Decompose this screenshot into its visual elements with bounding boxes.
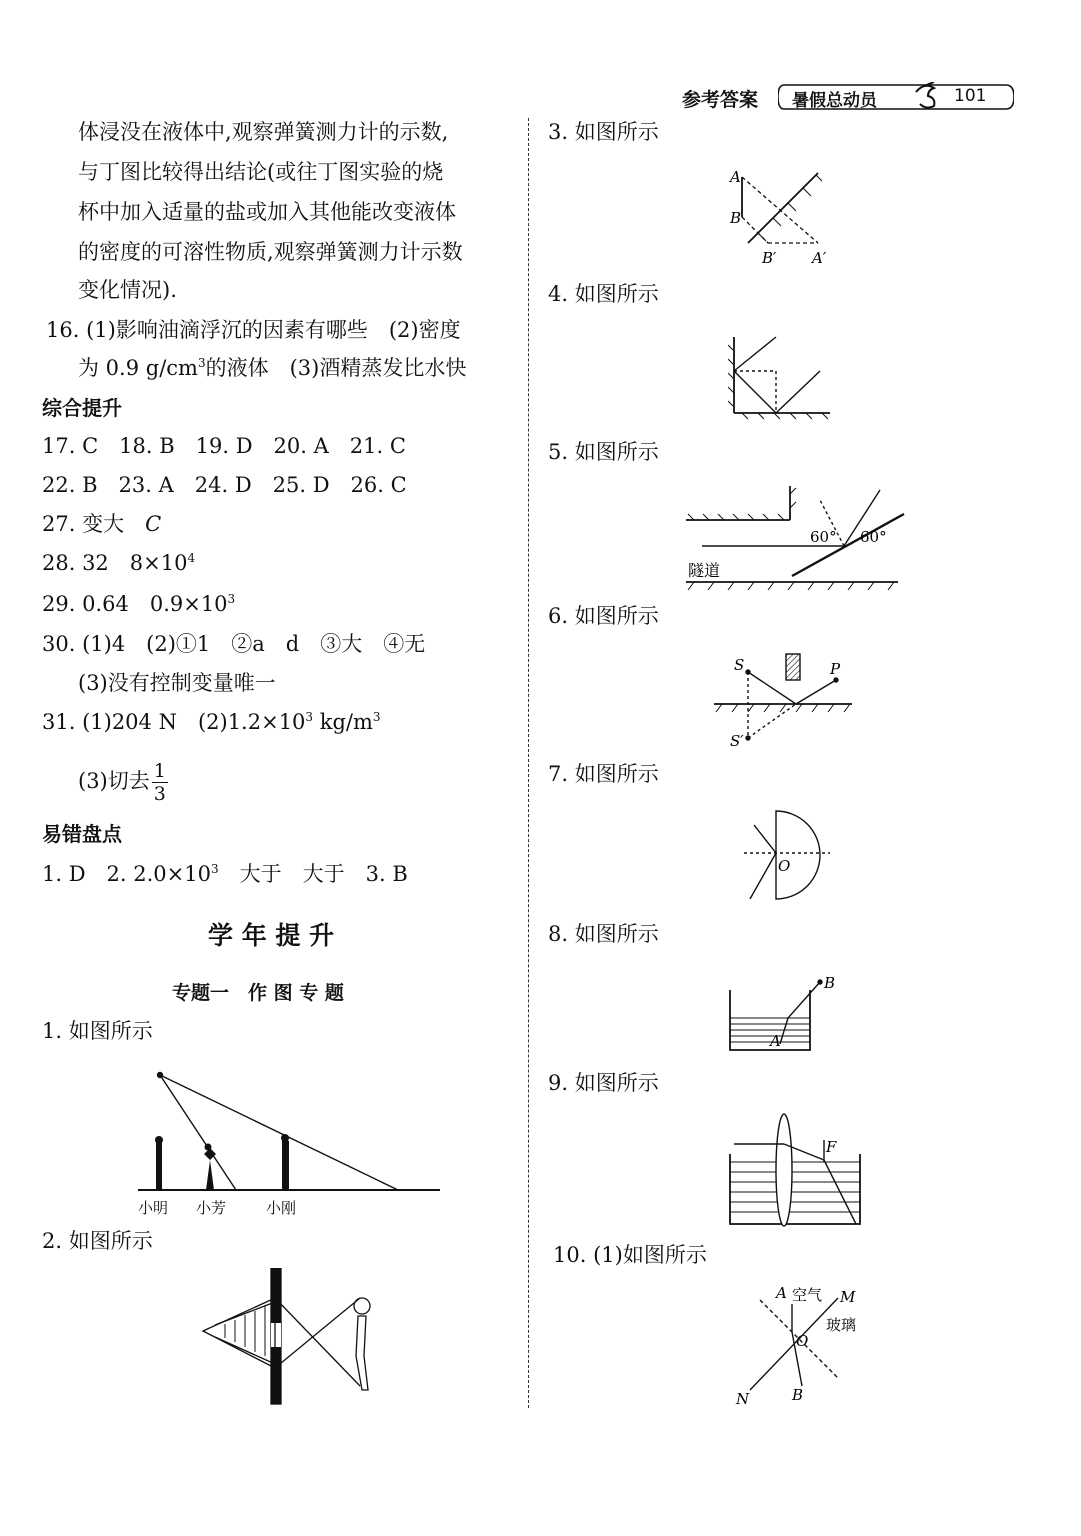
q16-pre: 为 0.9 g/cm [78,356,198,380]
err-pre: 1. D 2. 2.0×10 [42,862,211,886]
d6-letter-s: S [734,656,745,674]
d10-letter-b: B [792,1386,804,1404]
diagram-4-mirrors [728,335,838,425]
name-xiaofang: 小芳 [196,1199,227,1217]
answer-28 [42,544,195,582]
d5-angle-right: 60° [860,528,887,546]
name-xiaogang: 小刚 [266,1199,297,1217]
q28-pre: 28. 32 8×10 [42,551,188,575]
answer-30-line-1: 30. (1)4 (2)①1 ②a d ③大 ④无 [42,632,426,656]
err-post: 大于 大于 3. B [218,862,408,886]
continuation-line-3: 杯中加入适量的盐或加入其他能改变液体 [78,200,456,224]
continuation-line-4: 的密度的可溶性物质,观察弹簧测力计示数 [78,240,463,264]
d10-glass-label: 玻璃 [826,1316,857,1334]
d6-label: 6. 如图所示 [548,604,659,628]
answer-29 [42,585,235,623]
d9-focus-label: F [826,1138,837,1156]
d9-label: 9. 如图所示 [548,1071,659,1095]
q31-sup1: 3 [305,710,314,724]
d3-letter-b-prime: B′ [762,249,777,267]
q16-sup: 3 [197,356,206,370]
err-sup: 3 [210,862,219,876]
d2-label: 2. 如图所示 [42,1229,153,1253]
q16-line-1: 16. (1)影响油滴浮沉的因素有哪些 (2)密度 [46,318,461,342]
q31-fraction [152,760,168,805]
q28-sup: 4 [187,551,196,565]
answer-31-line-2 [78,760,168,805]
header-section: 参考答案 [682,89,759,111]
diagram-3-mirror [728,165,838,270]
d10-letter-o: O [796,1332,809,1350]
q27-text: 27. 变大 [42,512,146,536]
d8-label: 8. 如图所示 [548,922,659,946]
big-title: 学 年 提 升 [208,921,335,950]
d10-letter-n: N [736,1390,750,1408]
answers-22-26: 22. B 23. A 24. D 25. D 26. C [42,473,407,497]
d7-label: 7. 如图所示 [548,762,659,786]
answer-31-line-1 [42,703,381,741]
name-xiaoming: 小明 [138,1199,169,1217]
section-errors: 易错盘点 [42,822,122,846]
d10-air-label: 空气 [792,1286,823,1304]
continuation-line-5: 变化情况). [78,278,177,302]
d10-letter-m: M [840,1288,856,1306]
q27-italic: C [145,512,162,536]
page-number: 101 [954,86,987,106]
d8-letter-b: B [824,974,836,992]
fraction-denominator: 3 [153,783,166,805]
diagram-8-water [726,972,846,1057]
error-answers [42,855,408,893]
q29-pre: 29. 0.64 0.9×10 [42,592,228,616]
continuation-line-1: 体浸没在液体中,观察弹簧测力计的示数, [78,120,449,144]
d5-tunnel-label: 隧道 [688,561,721,580]
answers-17-21: 17. C 18. B 19. D 20. A 21. C [42,434,406,458]
d7-center-label: O [778,857,791,875]
page-header [682,82,1017,114]
diagram-5-tunnel [684,480,906,595]
d10-label: 10. (1)如图所示 [553,1243,707,1267]
d3-letter-a-prime: A′ [812,249,827,267]
sub-title: 专题一 作 图 专 题 [172,982,344,1004]
d6-letter-s-prime: S′ [730,732,744,750]
d5-label: 5. 如图所示 [548,440,659,464]
header-badge: 暑假总动员 [792,91,877,111]
diagram-9-lens [724,1110,869,1230]
diagram-10-refraction [730,1282,880,1410]
q31-line2-pre: (3)切去 [78,769,150,793]
d3-letter-a: A [730,168,741,186]
q31-pre: 31. (1)204 N (2)1.2×10 [42,710,306,734]
d6-letter-p: P [830,660,841,678]
q16-line-2 [78,349,466,387]
d8-letter-a: A [770,1032,781,1050]
answer-27 [42,505,161,543]
diagram-1-shadows [130,1055,450,1225]
d4-label: 4. 如图所示 [548,282,659,306]
q16-post: 的液体 (3)酒精蒸发比水快 [205,356,467,380]
d3-label: 3. 如图所示 [548,120,659,144]
q31-mid: kg/m [313,710,373,734]
diagram-6-mirror [712,650,857,750]
d10-letter-a: A [776,1284,787,1302]
diagram-2-pinhole [195,1268,395,1408]
d5-angle-left: 60° [810,528,837,546]
q29-sup: 3 [227,592,236,606]
answer-30-line-2: (3)没有控制变量唯一 [78,671,276,695]
d1-label: 1. 如图所示 [42,1019,153,1043]
section-comprehensive: 综合提升 [42,396,122,420]
column-divider [528,118,529,1408]
d3-letter-b: B [730,209,742,227]
continuation-line-2: 与丁图比较得出结论(或往丁图实验的烧 [78,160,444,184]
q31-sup2: 3 [372,710,381,724]
diagram-7-semicircle [740,805,840,905]
fraction-numerator: 1 [153,760,166,782]
